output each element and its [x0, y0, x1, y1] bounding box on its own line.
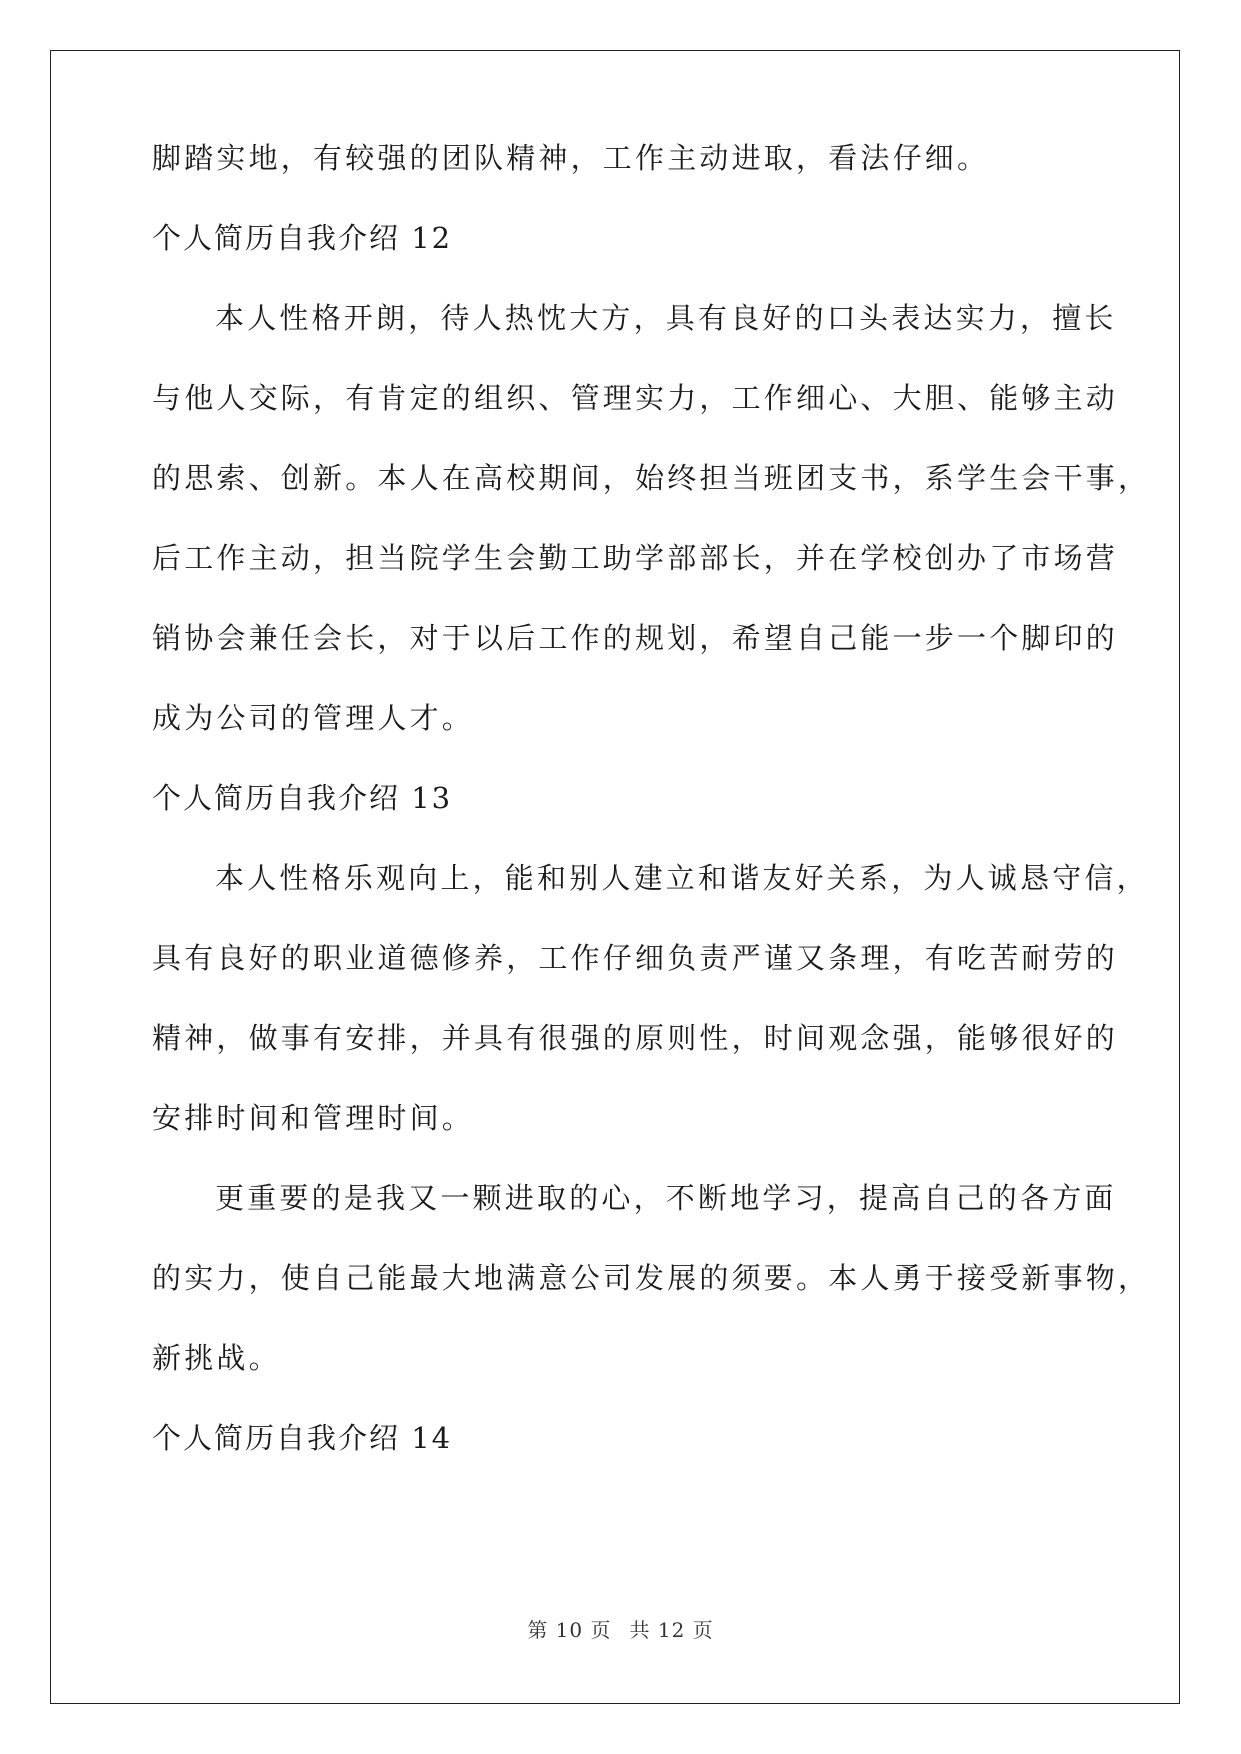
body-line: 脚踏实地，有较强的团队精神，工作主动进取，看法仔细。: [152, 141, 990, 175]
document-body: [152, 141, 1151, 1478]
body-line: 后工作主动，担当院学生会勤工助学部部长，并在学校创办了市场营: [152, 541, 1119, 575]
page-total: 共 12 页: [629, 1618, 714, 1642]
body-line: 精神，做事有安排，并具有很强的原则性，时间观念强，能够很好的: [152, 1021, 1119, 1055]
body-line: 销协会兼任会长，对于以后工作的规划，希望自己能一步一个脚印的: [152, 621, 1119, 655]
paragraph-start-line: 更重要的是我又一颗进取的心，不断地学习，提高自己的各方面: [215, 1181, 1117, 1215]
body-line: 与他人交际，有肯定的组织、管理实力，工作细心、大胆、能够主动: [152, 381, 1119, 415]
body-line: 的思索、创新。本人在高校期间，始终担当班团支书，系学生会干事，: [152, 461, 1151, 495]
body-line: 具有良好的职业道德修养，工作仔细负责严谨又条理，有吃苦耐劳的: [152, 941, 1119, 975]
body-line: 的实力，使自己能最大地满意公司发展的须要。本人勇于接受新事物，: [152, 1261, 1151, 1295]
section-heading: 个人简历自我介绍 14: [152, 1421, 453, 1455]
body-line: 新挑战。: [152, 1341, 281, 1375]
section-heading: 个人简历自我介绍 12: [152, 221, 453, 255]
page-footer: [0, 1614, 1241, 1643]
section-heading: 个人简历自我介绍 13: [152, 781, 453, 815]
paragraph-start-line: 本人性格乐观向上，能和别人建立和谐友好关系，为人诚恳守信，: [215, 861, 1149, 895]
body-line: 安排时间和管理时间。: [152, 1101, 475, 1135]
body-line: 成为公司的管理人才。: [152, 701, 475, 735]
paragraph-start-line: 本人性格开朗，待人热忱大方，具有良好的口头表达实力，擅长: [215, 301, 1117, 335]
page-number: 第 10 页: [527, 1618, 612, 1642]
